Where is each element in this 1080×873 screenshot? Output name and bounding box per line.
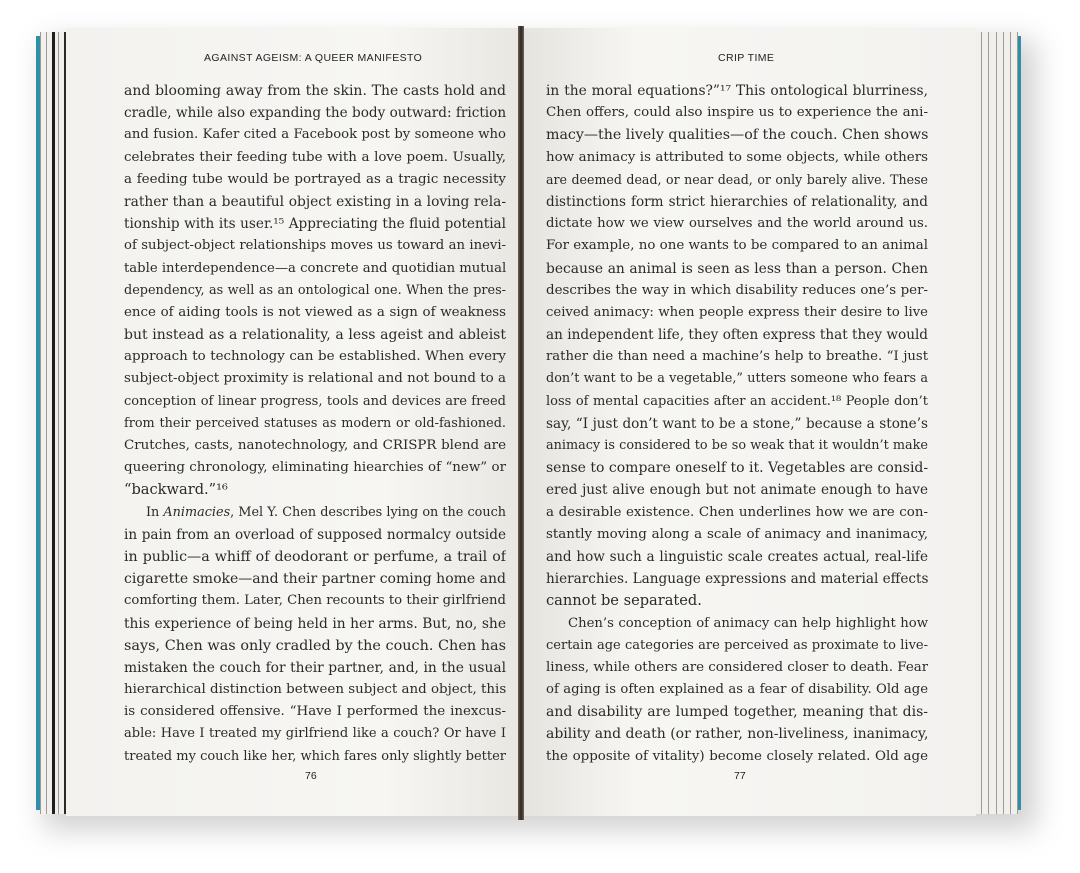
text-line: cradle, while also expanding the body outward: friction — [124, 105, 506, 122]
left-body-text — [124, 80, 506, 768]
text-line: the opposite of vitality) become closely related. Old age — [546, 748, 928, 764]
text-line: rather than a beautiful object existing in a loving rela- — [124, 193, 506, 210]
text-line: says, Chen was only cradled by the couch. Chen has — [124, 637, 506, 654]
text-line: For example, no one wants to be compared to an animal — [546, 238, 928, 254]
text-line: in pain from an overload of supposed normalcy outside — [124, 526, 506, 543]
book-spine — [518, 26, 524, 820]
text-line: Chen offers, could also inspire us to experience the ani- — [546, 105, 928, 121]
text-line: rather die than need a machine’s help to breathe. “I just — [546, 349, 928, 365]
text-line: dictate how we view ourselves and the world around us. — [546, 216, 928, 232]
text-line: certain age categories are perceived as proximate to live- — [546, 637, 928, 653]
text-line: subject-object proximity is relational and not bound to a — [124, 371, 506, 387]
text-line: ence of aiding tools is not viewed as a sign of weakness — [124, 304, 506, 320]
text-line: and disability are lumped together, meaning that dis- — [546, 704, 928, 721]
text-line: macy—the lively qualities—of the couch. Chen shows — [546, 127, 928, 144]
right-running-head: CRIP TIME — [718, 52, 775, 64]
text-line: cannot be separated. — [546, 592, 702, 610]
text-line: queering chronology, eliminating hiearchies of “new” or — [124, 460, 506, 476]
left-running-head: AGAINST AGEISM: A QUEER MANIFESTO — [204, 52, 423, 64]
text-line: ceived animacy: when people express their desire to live — [546, 304, 928, 320]
text-line: table interdependence—a concrete and quotidian mutual — [124, 260, 506, 276]
text-line: and how such a linguistic scale creates actual, real-life — [546, 548, 928, 565]
text-line: ability and death (or rather, non-liveliness, inanimacy, — [546, 726, 928, 743]
text-line: in public—a whiff of deodorant or perfume, a trail of — [124, 548, 506, 565]
text-line: a feeding tube would be portrayed as a tragic necessity — [124, 171, 506, 187]
text-line: approach to technology can be established. When every — [124, 349, 506, 365]
text-line: are deemed dead, or near dead, or only barely alive. These — [546, 171, 928, 187]
book-title-italic: Animacies — [163, 504, 231, 520]
text-line: stantly moving along a scale of animacy and inanimacy, — [546, 526, 928, 542]
text-line: liness, while others are considered closer to death. Fear — [546, 659, 928, 675]
text-line: of subject-object relationships moves us toward an inevi- — [124, 238, 506, 254]
right-page-number: 77 — [734, 770, 746, 782]
text-line: and blooming away from the skin. The casts hold and — [124, 83, 506, 99]
paragraph-start-line: Chen’s conception of animacy can help highlight how — [568, 615, 928, 631]
text-line: sense to compare oneself to it. Vegetables are consid- — [546, 460, 928, 477]
text-line: mistaken the couch for their partner, and, in the usual — [124, 659, 506, 676]
text-line: loss of mental capacities after an accident.¹⁸ People don’t — [546, 393, 928, 409]
text-line: this experience of being held in her arms. But, no, she — [124, 615, 506, 632]
text-line: distinctions form strict hierarchies of relationality, and — [546, 193, 928, 210]
text-line: don’t want to be a vegetable,” utters someone who fears a — [546, 371, 928, 387]
text-line: Crutches, casts, nanotechnology, and CRISPR blend are — [124, 438, 506, 453]
text-line: but instead as a relationality, a less ageist and ableist — [124, 327, 506, 344]
text-line: able: Have I treated my girlfriend like a couch? Or have I — [124, 726, 506, 742]
text-line: ered just alive enough but not animate enough to have — [546, 482, 928, 499]
text-line: cigarette smoke—and their partner coming home and — [124, 571, 506, 588]
text-line: tionship with its user.¹⁵ Appreciating the fluid potential — [124, 216, 506, 233]
text-line: celebrates their feeding tube with a love poem. Usually, — [124, 149, 506, 165]
text-line: in the moral equations?”¹⁷ This ontological blurriness, — [546, 83, 928, 99]
text-line: conception of linear progress, tools and devices are freed — [124, 393, 506, 409]
text-line: is considered offensive. “Have I performed the inexcus- — [124, 704, 506, 720]
text-line: hierarchical distinction between subject and object, this — [124, 682, 506, 698]
text-line: because an animal is seen as less than a person. Chen — [546, 260, 928, 277]
text-line: and fusion. Kafer cited a Facebook post by someone who — [124, 127, 506, 143]
text-line: comforting them. Later, Chen recounts to their girlfriend — [124, 593, 506, 609]
text-line: dependency, as well as an ontological one. When the pres- — [124, 282, 506, 298]
text-line: animacy is considered to be so weak that it wouldn’t make — [546, 438, 928, 453]
text-line: how animacy is attributed to some objects, while others — [546, 149, 928, 165]
text-line: of aging is often explained as a fear of disability. Old age — [546, 682, 928, 698]
left-page-number: 76 — [305, 770, 317, 782]
text-line: a desirable existence. Chen underlines how we are con- — [546, 504, 928, 520]
paragraph-start-line: In Animacies, Mel Y. Chen describes lying on the couch — [146, 504, 506, 520]
text-line: say, “I just don’t want to be a stone,” because a stone’s — [546, 415, 928, 432]
text-line: treated my couch like her, which fares only slightly better — [124, 748, 506, 764]
text-line: describes the way in which disability reduces one’s per- — [546, 282, 928, 298]
text-line: an independent life, they often express that they would — [546, 327, 928, 344]
text-line: from their perceived statuses as modern or old-fashioned. — [124, 415, 506, 431]
text-line: “backward.”¹⁶ — [124, 481, 228, 499]
text-line: hierarchies. Language expressions and material effects — [546, 571, 928, 588]
right-body-text — [546, 80, 928, 768]
